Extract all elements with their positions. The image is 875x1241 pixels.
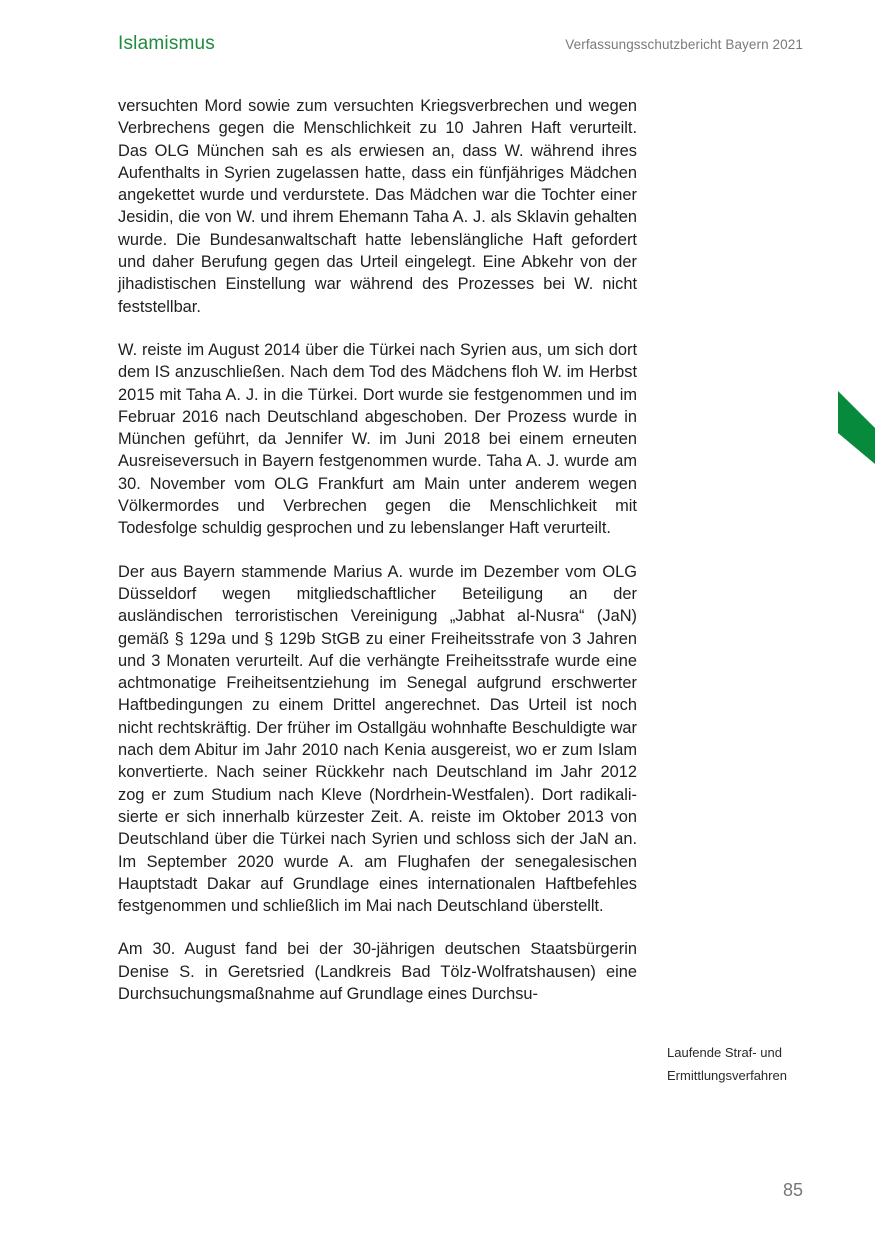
paragraph-2: W. reiste im August 2014 über die Türkei nach Syrien aus, um sich dort dem IS anzuschließen. Nach dem Tod des Mädchens floh W. im Herbst 2015 mit Taha A. J. in die Türkei. Dort wurde sie festgenommen und im Februar 2016 nach Deutschland abgeschoben. Der Prozess wurde in München geführt, da Jennifer W. im Juni 2018 bei einem erneuten Ausreiseversuch in Bayern festgenommen wurde. Taha A. J. wurde am 30. November vom OLG Frankfurt am Main unter anderem wegen Völkermordes und Verbrechen gegen die Menschlichkeit mit Todesfolge schuldig gesprochen und zu lebenslanger Haft verurteilt. bbox=[118, 340, 637, 538]
body-text bbox=[118, 95, 637, 1026]
margin-note-line-2: Ermittlungsverfahren bbox=[667, 1068, 787, 1083]
chapter-tab-shape bbox=[838, 391, 875, 464]
chapter-tab-marker bbox=[838, 391, 875, 464]
margin-note-line-1: Laufende Straf- und bbox=[667, 1045, 782, 1060]
margin-note bbox=[667, 1041, 817, 1087]
paragraph-1: versuchten Mord sowie zum versuchten Kriegsverbrechen und wegen Verbrechens gegen die Menschlichkeit zu 10 Jahren Haft verurteilt. Das OLG München sah es als erwiesen an, dass W. während ihres Aufenthalts in Syrien zugelassen hatte, dass ein fünfjähriges Mädchen angekettet wurde und verdurstete. Das Mädchen war die Tochter einer Jesidin, die von W. und ihrem Ehemann Taha A. J. als Sklavin gehalten wurde. Die Bundesanwaltschaft hatte lebenslängliche Haft gefordert und daher Berufung gegen das Urteil eingelegt. Eine Abkehr von der jihadistischen Einstellung war während des Prozesses bei W. nicht feststellbar. bbox=[118, 97, 637, 316]
section-title: Islamismus bbox=[118, 33, 216, 54]
paragraph-3: Der aus Bayern stammende Marius A. wurde im Dezember vom OLG Düsseldorf wegen mitgliedschaftlicher Beteiligung an der ausländischen terroristischen Vereinigung „Jabhat al-Nusra“ (JaN) gemäß § 129a und § 129b StGB zu einer Freiheitsstrafe von 3 Jahren und 3 Monaten verurteilt. Auf die verhängte Freiheitsstrafe wurde eine achtmonatige Freiheitsentziehung im Senegal aufgrund erschwerter Haftbedingungen zu einem Drittel angerechnet. Das Urteil ist noch nicht rechtskräftig. Der früher im Ostallgäu wohnhafte Beschuldigte war nach dem Abitur im Jahr 2010 nach Kenia ausgereist, wo er zum Islam konvertierte. Nach seiner Rückkehr nach Deutschland im Jahr 2012 zog er zum Studium nach Kleve (Nordrhein-Westfalen). Dort radikalisierte er sich innerhalb kürzester Zeit. A. reiste im Oktober 2013 von Deutschland über die Türkei nach Syrien und schloss sich der JaN an. Im September 2020 wurde A. am Flughafen der senegalesischen Hauptstadt Dakar auf Grundlage eines internationalen Haftbefehles festgenommen und schließlich im Mai nach Deutschland überstellt. bbox=[118, 562, 637, 916]
page-number: 85 bbox=[782, 1180, 803, 1200]
publication-title: Verfassungsschutzbericht Bayern 2021 bbox=[565, 37, 803, 52]
paragraph-4: Am 30. August fand bei der 30-jährigen deutschen Staatsbürgerin Denise S. in Geretsried (Landkreis Bad Tölz-Wolfratshausen) eine Durchsuchungsmaßnahme auf Grundlage eines Durchsu- bbox=[118, 940, 637, 1003]
